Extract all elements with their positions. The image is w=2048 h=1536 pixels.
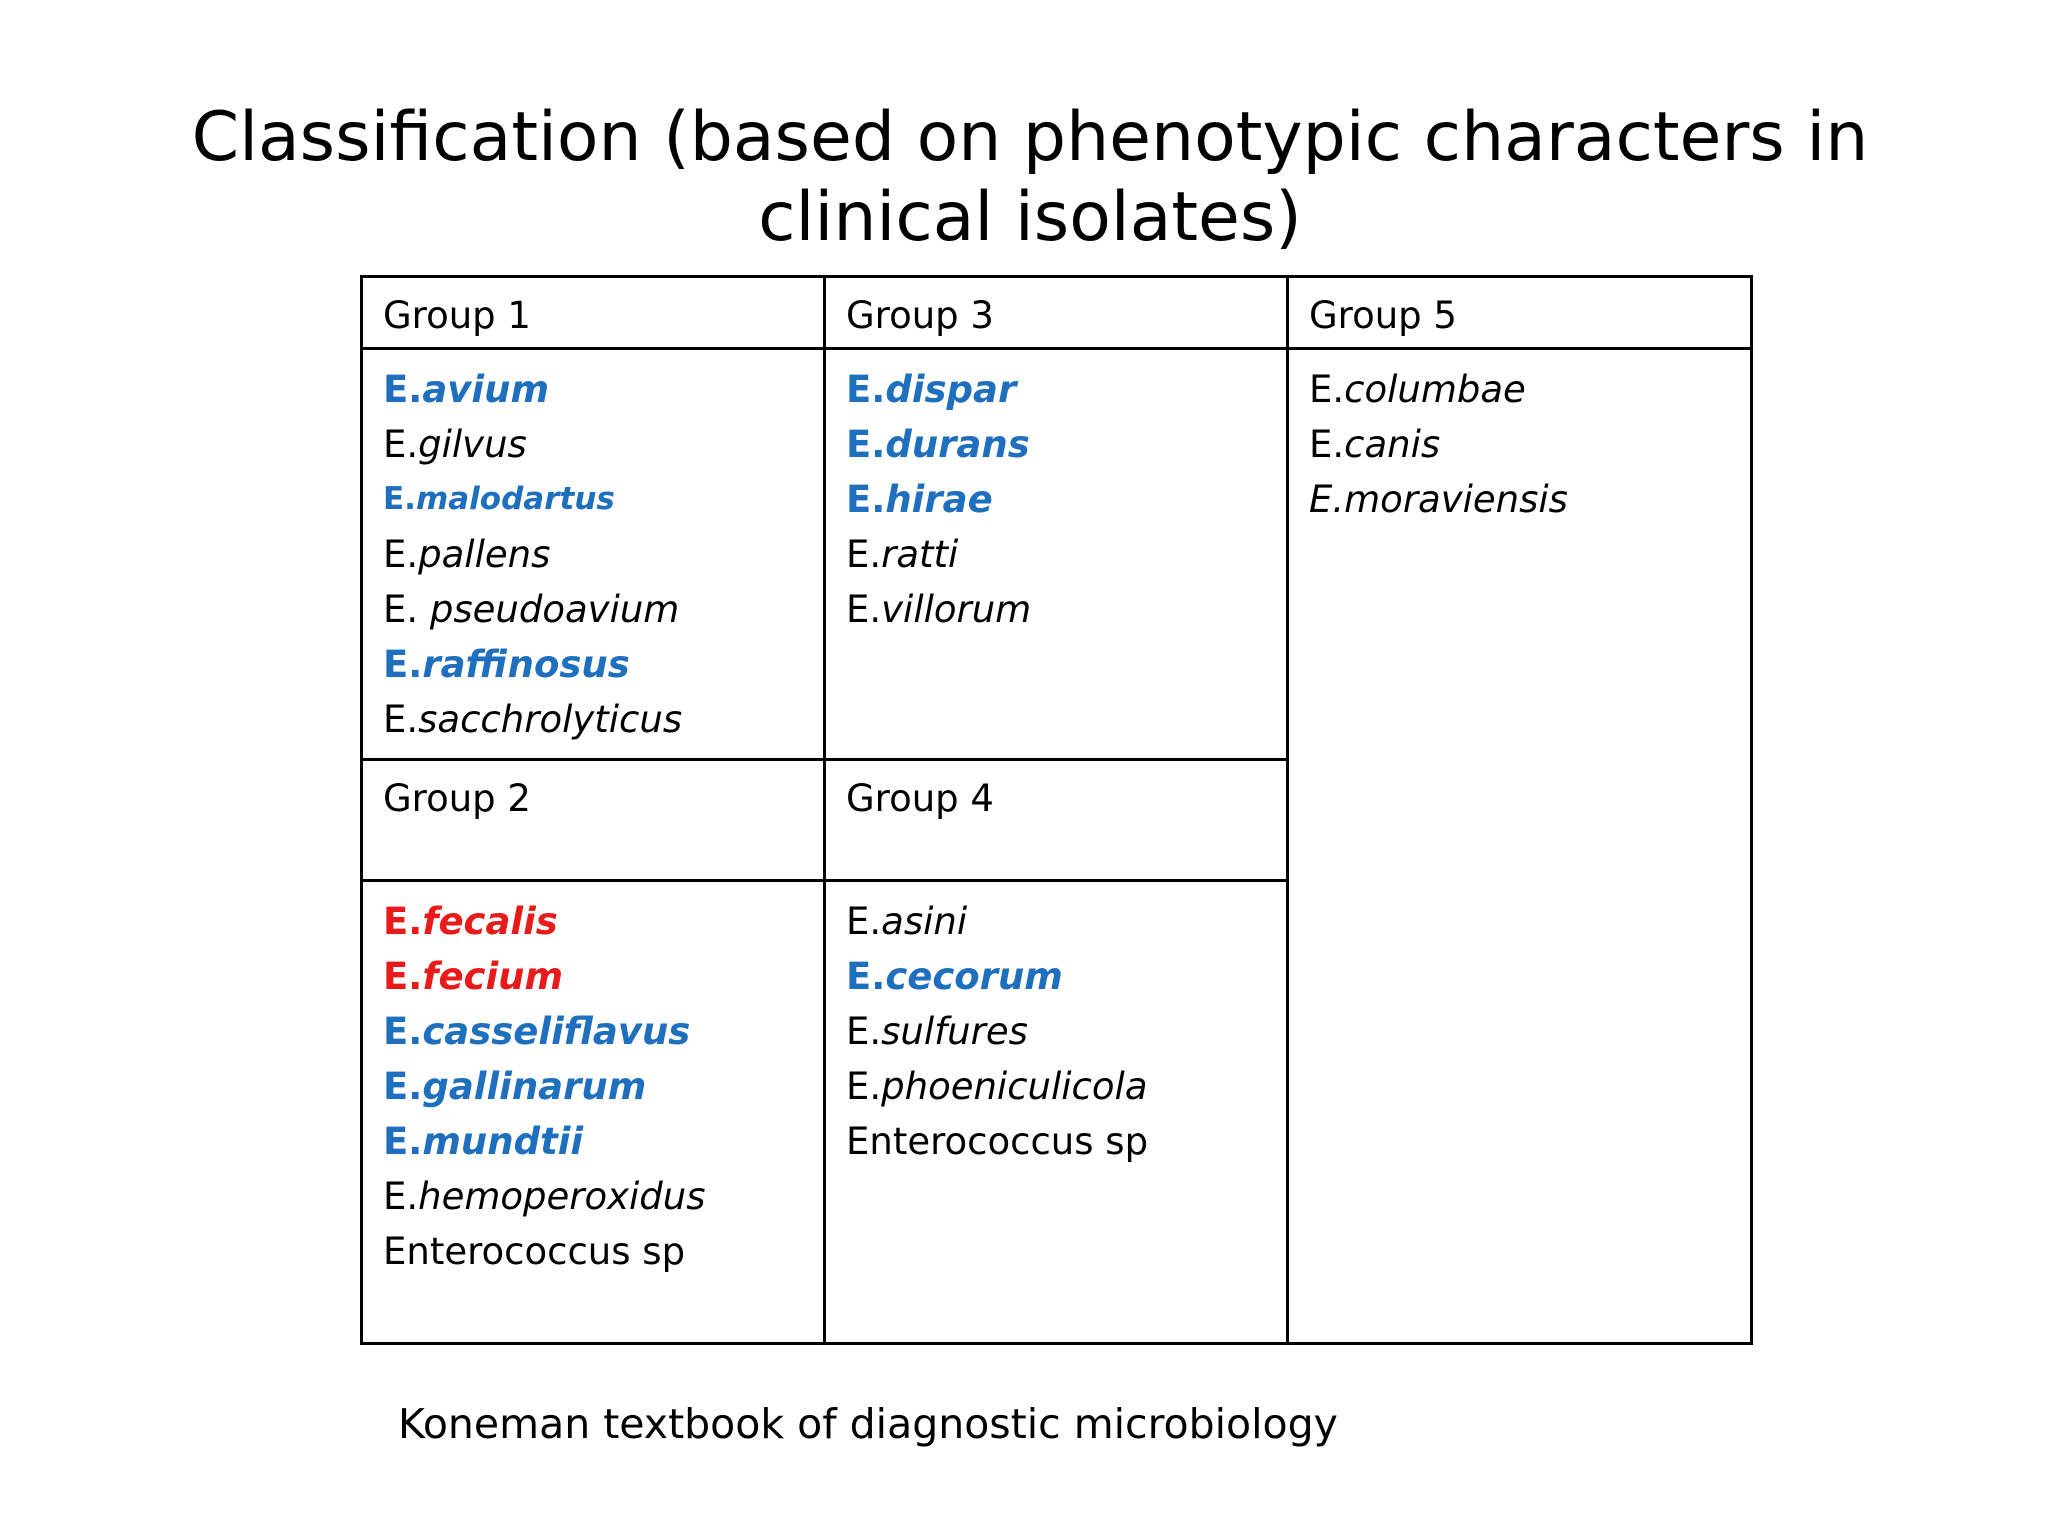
species-item — [846, 1004, 1286, 1059]
group-1-species-cell — [362, 348, 825, 759]
species-item — [1309, 417, 1750, 472]
species-name: mundtii — [422, 1120, 584, 1164]
species-item — [383, 692, 823, 747]
species-item — [383, 894, 823, 949]
group-5-header: Group 5 — [1288, 277, 1752, 349]
group-4-header: Group 4 — [825, 760, 1288, 881]
genus-prefix: E. — [383, 1175, 419, 1219]
species-item — [383, 1059, 823, 1114]
group-2-header: Group 2 — [362, 760, 825, 881]
species-name: columbae — [1344, 367, 1526, 411]
species-name: pseudoavium — [429, 587, 680, 631]
species-item — [846, 417, 1286, 472]
genus-prefix: E. — [383, 532, 419, 576]
species-item — [846, 362, 1286, 417]
genus-prefix: E. — [383, 587, 430, 631]
species-item — [846, 1059, 1286, 1114]
species-item — [846, 949, 1286, 1004]
species-name: canis — [1344, 422, 1441, 466]
species-name: asini — [881, 900, 968, 944]
genus-prefix: E. — [383, 422, 419, 466]
species-name: ratti — [881, 532, 959, 576]
species-item — [846, 894, 1286, 949]
species-item — [383, 949, 823, 1004]
species-item — [383, 637, 823, 692]
slide-title: Classification (based on phenotypic characters in clinical isolates) — [191, 98, 1869, 257]
species-name: fecium — [422, 955, 564, 999]
species-item — [383, 527, 823, 582]
species-name: malodartus — [415, 480, 615, 517]
group-5-species-cell — [1288, 348, 1752, 1343]
genus-prefix: Enterococcus sp — [383, 1230, 686, 1274]
species-name: durans — [885, 422, 1030, 466]
source-citation: Koneman textbook of diagnostic microbiology — [398, 1400, 1338, 1448]
species-name: avium — [422, 367, 550, 411]
species-item — [383, 1169, 823, 1224]
genus-prefix: E. — [383, 480, 416, 517]
species-name: sacchrolyticus — [418, 697, 683, 741]
species-name: gallinarum — [422, 1065, 647, 1109]
species-item — [383, 1004, 823, 1059]
species-item — [383, 1114, 823, 1169]
species-name: pallens — [418, 532, 551, 576]
species-item — [383, 582, 823, 637]
genus-prefix: E. — [846, 532, 882, 576]
species-item — [383, 362, 823, 417]
group-4-species-cell — [825, 881, 1288, 1344]
genus-prefix: E. — [383, 1010, 423, 1054]
species-item — [846, 582, 1286, 637]
genus-prefix: E. — [846, 422, 886, 466]
genus-prefix: E. — [383, 367, 423, 411]
genus-prefix: E. — [1309, 422, 1345, 466]
species-name: villorum — [881, 587, 1032, 631]
species-item — [1309, 362, 1750, 417]
species-item — [1309, 472, 1750, 527]
genus-prefix: E. — [846, 955, 886, 999]
group-3-header: Group 3 — [825, 277, 1288, 349]
genus-prefix: E. — [846, 587, 882, 631]
genus-prefix: E. — [383, 955, 423, 999]
species-name: phoeniculicola — [881, 1065, 1148, 1109]
table-row — [362, 348, 1752, 759]
species-item — [383, 1224, 823, 1279]
species-item — [383, 417, 823, 472]
species-name: dispar — [885, 367, 1017, 411]
species-name: E.moraviensis — [1309, 477, 1568, 521]
species-name: cecorum — [885, 955, 1063, 999]
species-name: sulfures — [881, 1010, 1028, 1054]
species-name: hirae — [885, 477, 993, 521]
genus-prefix: E. — [846, 1065, 882, 1109]
genus-prefix: E. — [1309, 367, 1345, 411]
table-row — [362, 277, 1752, 349]
genus-prefix: E. — [383, 697, 419, 741]
genus-prefix: E. — [383, 642, 423, 686]
species-item — [846, 472, 1286, 527]
genus-prefix: E. — [846, 1010, 882, 1054]
species-name: raffinosus — [422, 642, 630, 686]
species-name: hemoperoxidus — [418, 1175, 706, 1219]
species-name: fecalis — [422, 900, 558, 944]
genus-prefix: E. — [383, 1120, 423, 1164]
species-item — [846, 527, 1286, 582]
species-name: casseliflavus — [422, 1010, 691, 1054]
species-item — [383, 472, 823, 527]
species-name: gilvus — [418, 422, 527, 466]
genus-prefix: E. — [383, 1065, 423, 1109]
genus-prefix: Enterococcus sp — [846, 1120, 1149, 1164]
group-3-species-cell — [825, 348, 1288, 759]
genus-prefix: E. — [383, 900, 423, 944]
classification-table — [360, 275, 1753, 1345]
group-1-header: Group 1 — [362, 277, 825, 349]
genus-prefix: E. — [846, 900, 882, 944]
group-2-species-cell — [362, 881, 825, 1344]
species-item — [846, 1114, 1286, 1169]
genus-prefix: E. — [846, 477, 886, 521]
genus-prefix: E. — [846, 367, 886, 411]
